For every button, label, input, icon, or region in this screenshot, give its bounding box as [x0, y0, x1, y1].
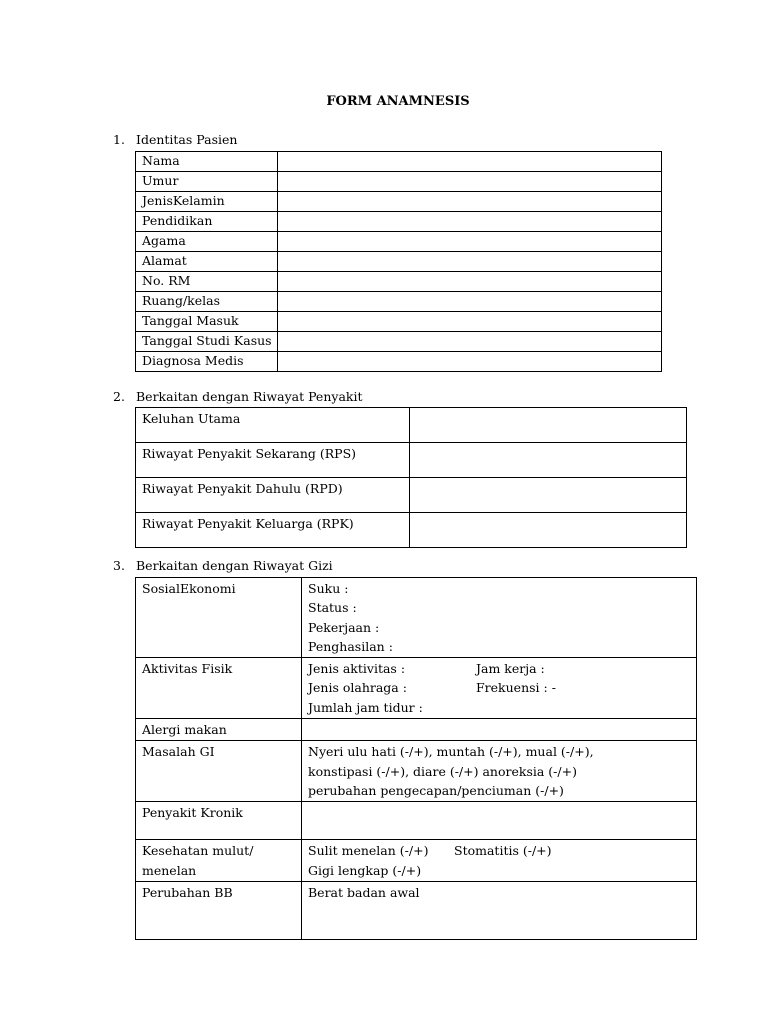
field-label: Suku :: [308, 581, 349, 596]
table-row: [136, 292, 662, 312]
value-cell[interactable]: [278, 332, 662, 352]
field-label: Pekerjaan :: [308, 619, 380, 635]
table-row: [136, 232, 662, 252]
value-cell[interactable]: [410, 443, 687, 478]
value-cell[interactable]: [278, 252, 662, 272]
value-cell[interactable]: [302, 840, 697, 882]
row-label: Tanggal Masuk: [136, 312, 278, 332]
value-cell[interactable]: [278, 232, 662, 252]
row-label: SosialEkonomi: [136, 578, 302, 658]
field-label: perubahan pengecapan/penciuman (-/+): [308, 782, 564, 798]
table-row: [136, 352, 662, 372]
field-label: Stomatitis (-/+): [454, 843, 552, 859]
row-label: Kesehatan mulut/ menelan: [136, 840, 302, 882]
value-cell[interactable]: [302, 881, 697, 939]
table-row: [136, 252, 662, 272]
table-row: [136, 881, 697, 939]
value-cell[interactable]: [302, 578, 697, 658]
value-cell[interactable]: [278, 312, 662, 332]
value-cell[interactable]: [278, 212, 662, 232]
field-label: konstipasi (-/+), diare (-/+) anoreksia (-/+): [308, 763, 577, 779]
table-row: [136, 741, 697, 802]
table-row: [136, 840, 697, 882]
row-label: Agama: [136, 232, 278, 252]
table-row: [136, 408, 687, 443]
row-label: No. RM: [136, 272, 278, 292]
table-row: [136, 478, 687, 513]
row-label: Riwayat Penyakit Dahulu (RPD): [136, 478, 410, 513]
field-label: Jenis aktivitas :: [308, 661, 406, 677]
value-cell[interactable]: [410, 513, 687, 548]
row-label: Riwayat Penyakit Sekarang (RPS): [136, 443, 410, 478]
value-cell[interactable]: [302, 802, 697, 840]
section-1-number: 1.: [113, 132, 125, 147]
field-label: Nyeri ulu hati (-/+), muntah (-/+), mual (-/+),: [308, 744, 594, 760]
value-cell[interactable]: [410, 478, 687, 513]
table-row: [136, 332, 662, 352]
row-label: Tanggal Studi Kasus: [136, 332, 278, 352]
disease-history-table: [135, 407, 687, 548]
row-label: Masalah GI: [136, 741, 302, 802]
value-cell[interactable]: [278, 352, 662, 372]
field-label: Penghasilan :: [308, 638, 393, 654]
field-label: Jenis olahraga :: [308, 680, 407, 696]
table-row: [136, 312, 662, 332]
table-row: [136, 272, 662, 292]
row-label: Alamat: [136, 252, 278, 272]
field-label: Gigi lengkap (-/+): [308, 862, 422, 878]
table-row: [136, 172, 662, 192]
row-label: Riwayat Penyakit Keluarga (RPK): [136, 513, 410, 548]
table-row: [136, 802, 697, 840]
value-cell[interactable]: [278, 292, 662, 312]
row-label: Aktivitas Fisik: [136, 658, 302, 719]
field-label: Berat badan awal: [308, 884, 420, 900]
table-row: [136, 658, 697, 719]
row-label: Alergi makan: [136, 719, 302, 741]
value-cell[interactable]: [278, 172, 662, 192]
field-label: Jumlah jam tidur :: [308, 699, 423, 715]
field-label: Jam kerja :: [476, 661, 545, 677]
section-3-number: 3.: [113, 558, 125, 573]
patient-identity-table: [135, 151, 662, 372]
document-title: FORM ANAMNESIS: [326, 94, 470, 109]
section-2-number: 2.: [113, 389, 125, 404]
row-label: Umur: [136, 172, 278, 192]
value-cell[interactable]: [410, 408, 687, 443]
field-label: Frekuensi : -: [476, 680, 556, 696]
value-cell[interactable]: [278, 152, 662, 172]
section-3-title: Berkaitan dengan Riwayat Gizi: [136, 558, 333, 573]
value-cell[interactable]: [302, 741, 697, 802]
table-row: [136, 152, 662, 172]
table-row: [136, 443, 687, 478]
row-label: Ruang/kelas: [136, 292, 278, 312]
row-label: JenisKelamin: [136, 192, 278, 212]
row-label: Pendidikan: [136, 212, 278, 232]
value-cell[interactable]: [278, 272, 662, 292]
section-1-title: Identitas Pasien: [136, 132, 238, 147]
row-label: Perubahan BB: [136, 881, 302, 939]
field-label: Status :: [308, 600, 357, 616]
table-row: [136, 513, 687, 548]
value-cell[interactable]: [302, 658, 697, 719]
value-cell[interactable]: [302, 719, 697, 741]
row-label: Penyakit Kronik: [136, 802, 302, 840]
field-label: Sulit menelan (-/+): [308, 843, 429, 859]
value-cell[interactable]: [278, 192, 662, 212]
section-2-title: Berkaitan dengan Riwayat Penyakit: [136, 389, 363, 404]
row-label: Nama: [136, 152, 278, 172]
table-row: [136, 192, 662, 212]
row-label: Keluhan Utama: [136, 408, 410, 443]
table-row: [136, 719, 697, 741]
table-row: [136, 578, 697, 658]
row-label: Diagnosa Medis: [136, 352, 278, 372]
nutrition-history-table: [135, 577, 697, 940]
table-row: [136, 212, 662, 232]
